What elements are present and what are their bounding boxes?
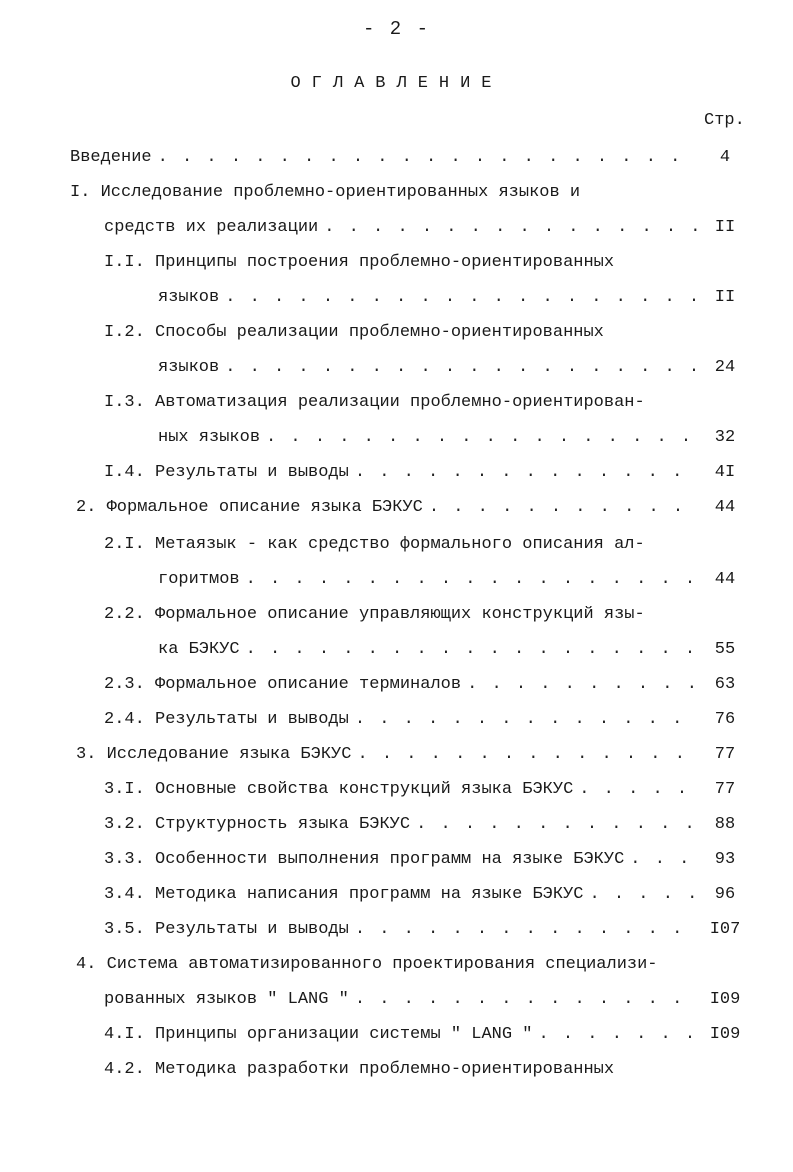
- toc-entry: [104, 531, 645, 559]
- toc-page-number: II: [714, 218, 736, 237]
- toc-entry-text: средств их реализации: [104, 218, 319, 237]
- dot-leader: [240, 566, 697, 594]
- toc-entry-text: языков: [158, 358, 220, 377]
- toc-entry: [158, 566, 697, 594]
- toc-entry: [104, 916, 697, 944]
- toc-entry: [104, 1021, 697, 1049]
- toc-entry: [76, 741, 697, 769]
- toc-entry: [70, 144, 697, 172]
- toc-entry-text: 3. Исследование языка БЭКУС: [76, 745, 352, 764]
- dot-leader: [318, 214, 697, 242]
- dot-leader: [152, 144, 697, 172]
- dot-leader: [583, 881, 697, 909]
- toc-page-number: 44: [714, 570, 736, 589]
- toc-entry-text: 2. Формальное описание языка БЭКУС: [76, 498, 423, 517]
- toc-page-number: 24: [714, 358, 736, 377]
- toc-entry-text: I. Исследование проблемно-ориентированных языков и: [70, 183, 581, 202]
- dot-leader: [532, 1021, 697, 1049]
- dot-leader: [461, 671, 697, 699]
- toc-page-number: 63: [714, 675, 736, 694]
- toc-page-number: 93: [714, 850, 736, 869]
- toc-page-number: I09: [709, 990, 741, 1009]
- dot-leader: [219, 284, 697, 312]
- toc-entry-text: рованных языков " LANG ": [104, 990, 349, 1009]
- toc-page-number: 76: [714, 710, 736, 729]
- toc-entry-text: I.4. Результаты и выводы: [104, 463, 349, 482]
- toc-entry: [158, 424, 697, 452]
- toc-page-number: II: [714, 288, 736, 307]
- toc-entry-text: Введение: [70, 148, 152, 167]
- toc-page-number: 88: [714, 815, 736, 834]
- toc-entry-text: 3.I. Основные свойства конструкций языка БЭКУС: [104, 780, 574, 799]
- toc-page-number: 32: [714, 428, 736, 447]
- dot-leader: [349, 986, 697, 1014]
- toc-entry-text: 3.5. Результаты и выводы: [104, 920, 349, 939]
- dot-leader: [349, 706, 697, 734]
- dot-leader: [423, 494, 697, 522]
- toc-entry-text: 4.2. Методика разработки проблемно-ориентированных: [104, 1060, 615, 1079]
- toc-entry: [76, 494, 697, 522]
- toc-entry-text: 2.3. Формальное описание терминалов: [104, 675, 462, 694]
- page-column-header: Стр.: [704, 111, 745, 130]
- toc-page-number: 96: [714, 885, 736, 904]
- toc-entry: [104, 214, 697, 242]
- toc-page-number: 77: [714, 780, 736, 799]
- toc-entry-text: 4.I. Принципы организации системы " LANG ": [104, 1025, 533, 1044]
- toc-entry: [104, 846, 697, 874]
- toc-page-number: 4I: [714, 463, 736, 482]
- toc-entry: [104, 776, 697, 804]
- dot-leader: [410, 811, 697, 839]
- toc-page-number: 77: [714, 745, 736, 764]
- toc-entry: [104, 881, 697, 909]
- toc-page-number: 44: [714, 498, 736, 517]
- page-number: - 2 -: [362, 18, 430, 40]
- toc-entry-text: горитмов: [158, 570, 240, 589]
- toc-entry: [158, 354, 697, 382]
- toc-entry: [158, 284, 697, 312]
- toc-entry: [158, 636, 697, 664]
- toc-entry-text: 2.I. Метаязык - как средство формального описания ал-: [104, 535, 645, 554]
- toc-entry-text: 3.2. Структурность языка БЭКУС: [104, 815, 411, 834]
- page-title: ОГЛАВЛЕНИЕ: [290, 74, 503, 93]
- toc-entry-text: 2.2. Формальное описание управляющих конструкций язы-: [104, 605, 645, 624]
- toc-entry: [104, 671, 697, 699]
- toc-entry: [104, 811, 697, 839]
- dot-leader: [240, 636, 697, 664]
- toc-entry-text: 3.4. Методика написания программ на языке БЭКУС: [104, 885, 584, 904]
- toc-entry: [104, 249, 614, 277]
- toc-entry-text: I.2. Способы реализации проблемно-ориентированных: [104, 323, 604, 342]
- dot-leader: [349, 459, 697, 487]
- dot-leader: [624, 846, 697, 874]
- toc-entry: [104, 459, 697, 487]
- toc-entry: [104, 601, 645, 629]
- toc-entry-text: I.3. Автоматизация реализации проблемно-ориентирован-: [104, 393, 645, 412]
- toc-entry: [104, 389, 645, 417]
- toc-entry: [70, 179, 580, 207]
- toc-entry-text: 2.4. Результаты и выводы: [104, 710, 349, 729]
- toc-page-number: 4: [719, 148, 731, 167]
- toc-entry-text: I.I. Принципы построения проблемно-ориентированных: [104, 253, 615, 272]
- toc-entry: [104, 1056, 614, 1084]
- toc-entry: [104, 319, 604, 347]
- toc-page-number: 55: [714, 640, 736, 659]
- toc-entry: [104, 986, 697, 1014]
- dot-leader: [351, 741, 697, 769]
- toc-entry-text: языков: [158, 288, 220, 307]
- toc-page-number: I09: [709, 1025, 741, 1044]
- toc-entry: [104, 706, 697, 734]
- toc-entry-text: 3.3. Особенности выполнения программ на языке БЭКУС: [104, 850, 625, 869]
- toc-entry: [76, 951, 658, 979]
- toc-entry-text: ка БЭКУС: [158, 640, 240, 659]
- toc-page-number: I07: [709, 920, 741, 939]
- toc-entry-text: 4. Система автоматизированного проектирования специализи-: [76, 955, 658, 974]
- dot-leader: [260, 424, 697, 452]
- dot-leader: [573, 776, 697, 804]
- dot-leader: [349, 916, 697, 944]
- dot-leader: [219, 354, 697, 382]
- toc-entry-text: ных языков: [158, 428, 261, 447]
